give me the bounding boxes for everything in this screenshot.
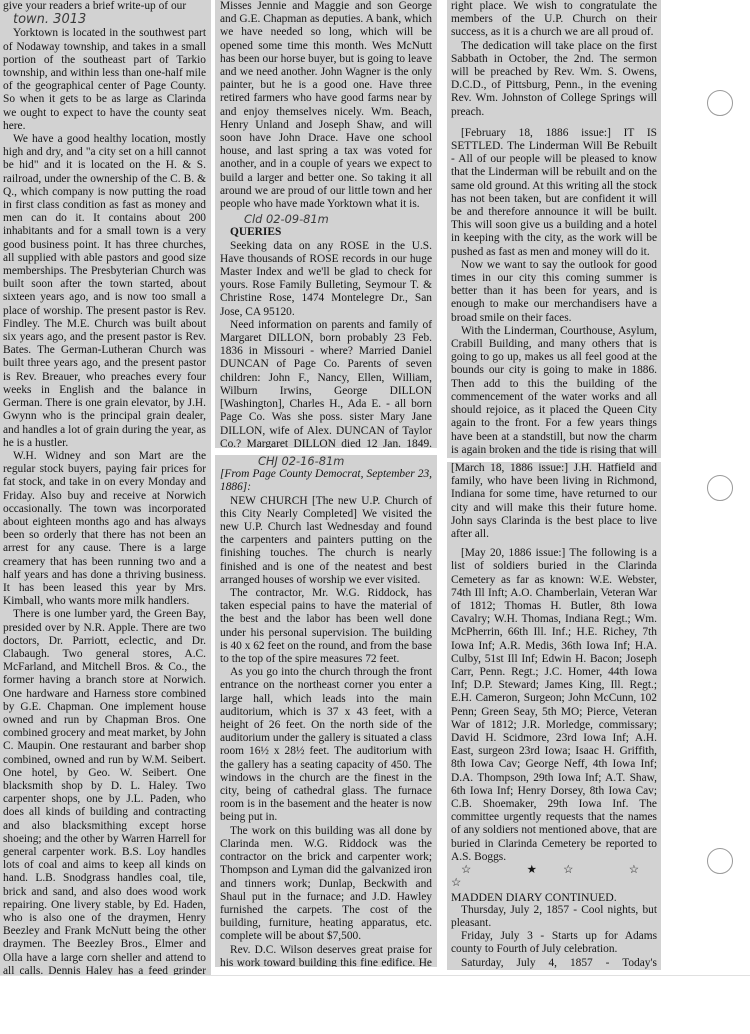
query: Need information on parents and family of Margaret DILLON, born probably 23 Feb. 1836 in Missouri - where? Married Daniel DUNCAN of Page Co. Parents of seven children: John F., Nancy, Ellen, William, Wilburn Irwins, George DILLON [Washington], Charles H., Ada E. - all born Page Co. Was she poss. sister Mary Jane DILLON, wife of Alex. DUNCAN of Taylor Co.? Margaret DILLON died 12 Jan. 1849.	[220, 318, 432, 448]
diary-entry: Thursday, July 2, 1857 - Cool nights, but pleasant.	[451, 903, 657, 929]
clipping-soldiers-diary	[447, 462, 661, 970]
continued-line: give your readers a brief write-up of our	[3, 0, 187, 12]
paragraph: Now we want to say the outlook for good times in our city this coming summer is better than it has been for years, and is enough to make our merchandisers have a broad smile on their faces.	[451, 258, 657, 324]
paragraph: We have a good healthy location, mostly high and dry, and "a city set on a hill cannot be hid" and it is located on the H. & S. railroad, under the ownership of the C. B. & Q., which company is now putting the road in first class condition as fast as money and men can do it. It contains about 200 inhabitants and for a small town is a very good business point. It has three churches, all supplied with able pastors and good size memberships. The Presbyterian Church was built soon after the town started, about sixteen years ago, and is now too small a place of worship. The present pastor is Rev. Findley. The M.E. Church was built about six years ago, and the present pastor is Rev. Bates. The German-Lutheran Church was built three years ago, and the present pastor is Rev. Breauer, who preaches every four weeks in English and the balance in German. There is one grain elevator, by J.H. Gwynn who is the principal grain dealer, and handles a lot of grain during the year, as he is a hustler.	[3, 133, 206, 449]
paragraph: [May 20, 1886 issue:] The following is a list of soldiers buried in the Clarinda Cemetery as far as known: W.E. Webster, 74th Ill Inft; A.O. Chamberlain, Veteran War of 1812; Thomas H. Butler, 8th Iowa Cavalry; W.H. Thomas, Indiana Regt.; Wm. McPherrin, 66th Ill. Inf.; H.E. Richey, 7th Iowa Inf; A.R. Medis, 36th Iowa Inf; H.A. Culby, 51st Ill Inf; Edwin H. Bacon; Joseph Carr, Penn. Regt.; J.C. Homer, 44th Iowa Inf; D.P. Steward; James King, Ill. Regt.; E.H. Cameron, Surgeon; John McCunn, 102 Penn; Green Seay, 5th MO; Pierce, Veteran War of 1812; J.R. Morledge, commissary; David H. Scidmore, 23rd Iowa Inf; A.H. East, surgeon 23rd Iowa; Isaac H. Griffith, 8th Iowa Cav; George Neff, 4th Iowa Inf; D.A. Thompson, 29th Iowa Inf; A.T. Shaw, 6th Iowa Inf; Henry Dorsey, 8th Iowa Cav; C.B. Shoemaker, 29th Iowa Inf. The committee urgently requests that the names of any soldiers not mentioned above, that are buried in Clarinda Cemetery be reported to A.S. Boggs.	[451, 547, 657, 863]
punch-hole	[707, 848, 733, 874]
diary-heading: MADDEN DIARY CONTINUED.	[451, 889, 617, 904]
paragraph: [February 18, 1886 issue:] IT IS SETTLED. The Linderman Will Be Rebuilt - All of our people will be pleased to know that the Linderman will be rebuilt and on the same old ground. At this writing all the stock has not been taken, but are confident it will be and therefore announce it will be built. This will soon give us a building and a hotel in keeping with the city, as the work will be pushed as fast as men and money will do it.	[451, 126, 657, 258]
paragraph: Yorktown is located in the southwest part of Nodaway township, and takes in a small portion of the southeast part of Tarkio township, and within less than one-half mile of the geographical center of Page County. So when it gets to be as large as Clarinda we ought to expect to have the county seat here.	[3, 27, 206, 132]
page-bottom-margin	[0, 975, 750, 1034]
source-line: [From Page County Democrat, September 23, 1886]:	[220, 468, 432, 494]
handwritten-note: town. 3013	[13, 12, 87, 28]
paragraph: The work on this building was all done by Clarinda men. W.G. Riddock was the contractor on the brick and carpenter work; Thompson and Lyman did the galvanized iron and tinners work; Dunlap, Beckwith and Shaul put in the furnace; and J.D. Hawley furnished the carpets. The cost of the building, furniture, heating apparatus, etc. complete will be about $7,500.	[220, 824, 432, 943]
paragraph: Rev. D.C. Wilson deserves great praise for his work toward building this fine edifice. He	[220, 943, 432, 967]
paragraph: The dedication will take place on the first Sabbath in October, the 2nd. The sermon will be preached by Rev. Wm. S. Owens, D.C.D., of Pittsburg, Penn., in the evening Rev. Wm. Johnston of College Springs will preach.	[451, 39, 657, 118]
paragraph: As you go into the church through the front entrance on the northeast corner you enter a large hall, which leads into the main auditorium, which is 37 x 43 feet, with a height of 26 feet. On the north side of the auditorium under the gallery is situated a class room 16½ x 28½ feet. The auditorium with the gallery has a seating capacity of 450. The windows in the church are the finest in the city, being of cathedral glass. The furnace room is in the basement and the heater is now being put in.	[220, 666, 432, 824]
paragraph: With the Linderman, Courthouse, Asylum, Crabill Building, and many others that is going to go up, makes us all feel good at the bounds our city is going to make in 1886. Then add to this the building of the commencement of the water works and all should rejoice, as it placed the Queen City again to the front. For a few years things have been at a standstill, but now the charm is again broken and the tide is rising that will	[451, 324, 657, 456]
clipping-yorktown-queries	[215, 0, 437, 448]
clipping-new-church	[215, 455, 437, 967]
punch-hole	[707, 475, 733, 501]
paragraph: right place. We wish to congratulate the members of the U.P. Church on their success, as it is a church we are all proud of.	[451, 0, 657, 39]
punch-hole	[707, 90, 733, 116]
queries-heading: QUERIES	[230, 226, 282, 239]
paragraph: Misses Jennie and Maggie and son George and G.E. Chapman as deputies. A bank, which we have needed so long, which will be opened some time this month. Wes McNutt has been our horse buyer, but is going to leave and we need another. John Wagner is the only painter, but he is a good one. Have three retired farmers who have good farms near by and enjoy themselves nicely. Wm. Beach, Henry Unland and Joseph Shaw, and will soon have John Drace. Have one school house, and last spring a tax was voted for another, and in a couple of years we expect to build a larger and better one. So taking it all around we are proud of our little town and her people who have made Yorktown what it is.	[220, 0, 432, 211]
query: Seeking data on any ROSE in the U.S. Have thousands of ROSE records in our huge Master Index and we'll be glad to check for yours. Rose Family Bulleting, Seymour T. & Christine Rose, 1474 Montelegre Dr., San Jose, CA 95120.	[220, 239, 432, 318]
column-yorktown	[0, 0, 211, 975]
paragraph: [March 18, 1886 issue:] J.H. Hatfield and family, who have been living in Richmond, Indiana for some time, have returned to our city and will make this their future home. John says Clarinda is the best place to live after all.	[451, 462, 657, 541]
paragraph: There is one lumber yard, the Green Bay, presided over by N.R. Apple. There are two doctors, Dr. Parriott, eclectic, and Dr. Clabaugh. Two general stores, A.C. McFarland, and Mitchell Bros. & Co., the former having a branch store at Norwich. One hardware and Harness store combined by G.E. Chapman. One implement house owned and run by Chapman Bros. One combined grocery and meat market, by John C. Maupin. One restaurant and barber shop combined, owned and run by W.M. Seibert. One hotel, by Geo. W. Seibert. One blacksmith shop by D. L. Haley. Two carpenter shops, one by J.L. Paden, who does all kinds of building and contracting and also blacksmithing except horse shoeing; and the other by Warren Harrell for general carpenter work. B.S. Loy handles lots of coal and aims to keep all kinds on hand. L.B. Snodgrass handles coal, tile, brick and sand, and also does wood work repairing. One livery stable, by Ed. Haden, who is also one of the draymen, Henry Beezley and Frank McNutt being the other draymen. The Beezley Bros., Elmer and Olla have a large corn sheller and attend to all calls. Dennis Haley has a feed grinder	[3, 608, 206, 975]
paragraph: W.H. Widney and son Mart are the regular stock buyers, paying fair prices for fat stock, and take in on every Monday and Friday. Also buy and receive at Norwich occasionally. The town was incorporated about eighteen months ago and has always been so orderly that there has not been an arrest for any cause. There is a large creamery that has been running two and a half years and has done a thriving business. It has been leased this year by Mrs. Kimball, who wants more milk handlers.	[3, 449, 206, 608]
paragraph: The contractor, Mr. W.G. Riddock, has taken especial pains to have the material of the best and the labor has been well done under his personal supervision. The building is 40 x 62 feet on the round, and from the base to the top of the spire measures 72 feet.	[220, 587, 432, 666]
diary-entry: Saturday, July 4, 1857 - Today's	[461, 956, 657, 969]
handwritten-date: CHJ 02-16-81m	[258, 455, 345, 468]
clipping-linderman	[447, 0, 661, 458]
handwritten-date: Cld 02-09-81m	[244, 212, 329, 227]
diary-entry: Friday, July 3 - Starts up for Adams county to Fourth of July celebration.	[451, 930, 657, 956]
paragraph: NEW CHURCH [The new U.P. Church of this City Nearly Completed] We visited the new U.P. Church last Wednesday and found the carpenters and painters putting on the finishing touches. The church is nearly finished and is one of the neatest and best arranged houses of worship we ever visited.	[220, 494, 432, 586]
star-divider: ☆ ★☆ ☆ ☆	[451, 864, 657, 890]
